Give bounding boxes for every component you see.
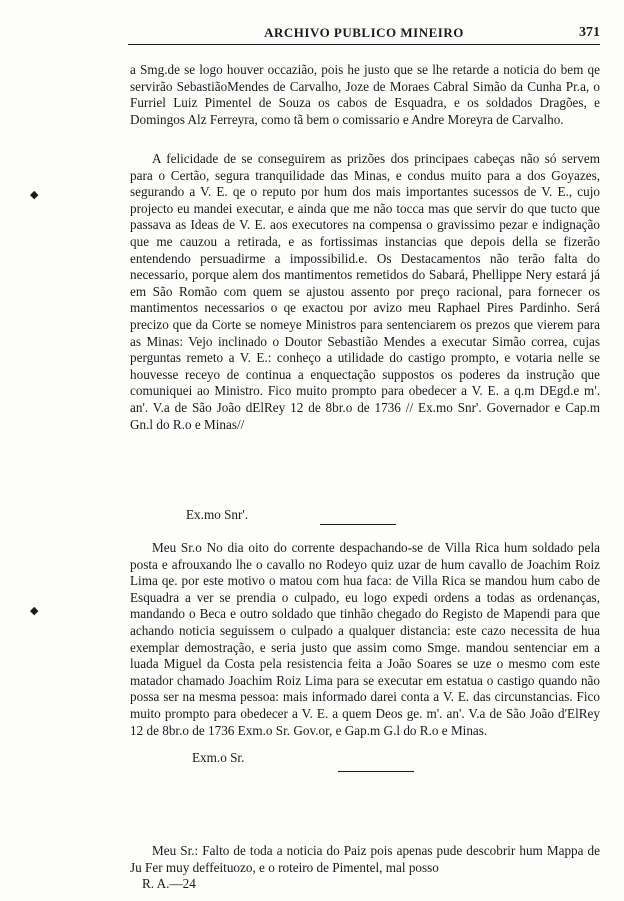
section-divider [320, 524, 396, 525]
letter-continuation [130, 62, 600, 128]
signature-mark: R. A.—24 [142, 876, 196, 891]
margin-mark: ◆ [30, 189, 39, 201]
header-title: ARCHIVO PUBLICO MINEIRO [264, 25, 464, 40]
running-header [128, 22, 600, 46]
letter-body [130, 843, 600, 876]
letter-body [130, 151, 600, 433]
salutation: Exm.o Sr. [192, 750, 245, 765]
paragraph: Meu Sr.: Falto de toda a noticia do Paiz pois apenas pude descobrir hum Mappa de Ju Fer muy deffeituozo, e o roteiro de Pimentel, mal posso [130, 843, 600, 875]
paragraph: a Smg.de se logo houver occazião, pois he justo que se lhe retarde a noticia do bem qe servirão SebastiãoMendes de Carvalho, Joze de Moraes Cabral Simão da Cunha Pr.a, o Furriel Luiz Pimentel de Souza os cabos de Esquadra, e os soldados Dragões, e Domingos Alz Ferreyra, como tã bem o comissario e Andre Moreyra de Carvalho. [130, 62, 600, 127]
paragraph: A felicidade de se conseguirem as prizões dos principaes cabeças não só servem para o Certão, segura tranquilidade das Minas, e condus muito para a dos Goyazes, segurando a V. E. qe o reputo por hum dos mais importantes sucessos de V. E., cujo projecto eu mandei executar, e ainda que me não tocca mas que servir do que tucto que passava as Ideas de V. E. aos executores na compensa o gravissimo pezar e indignação que me cauzou a retirada, e as fortissimas instancias que depois della se fizerão entendendo persuadirme a impossibilid.e. Os Destacamentos não terão falta do necessario, porque alem dos mantimentos remetidos do Sabará, Phellippe Nery estará já em São Romão com quem se ajustou assento por preço racional, para fornecer os mantimentos necessarios o qe exactou por avizo meu Raphael Pires Pardinho. Será precizo que da Corte se nomeye Ministros para sentenciarem os prezos que vierem para as Minas: Vejo inclinado o Doutor Sebastião Mendes a executar Simão correa, cujas perguntas remeto a V. E.: conheço a utilidade do castigo prompto, e votaria nelle se houvesse receyo de continua a enquectação suppostos os poderes da instrução que comuniquei ao Ministro. Fico muito prompto para obedecer a V. E. a q.m DEgd.e m'. an'. V.a de São João dElRey 12 de 8br.o de 1736 // Ex.mo Snr'. Governador e Cap.m Gn.l do R.o e Minas// [130, 151, 600, 432]
margin-mark: ◆ [30, 605, 39, 617]
salutation: Ex.mo Snr'. [186, 507, 249, 522]
page-number: 371 [579, 25, 600, 40]
section-divider [338, 771, 414, 772]
paragraph: Meu Sr.o No dia oito do corrente despachando-se de Villa Rica hum soldado pela posta e afrouxando lhe o cavallo no Rodeyo quiz uzar de hum cavallo de Joachim Roiz Lima qe. por este motivo o matou com hua faca: de Villa Rica se mandou hum cabo de Esquadra a ver se prendia o culpado, eu logo expedi ordens a todas as ordenanças, mandando o Beca e outro soldado que tinhão chegado do Registo de Mapendi para que achando noticia seguissem o culpado a qualquer distancia: este cazo necessita de hua exemplar demostração, e seria justo que assim como Smge. mandou sentenciar em a luada Miguel da Costa pela resistencia feita a João Soares se uze o mesmo com este matador chamado Joachim Roiz Lima para se executar em estatua o castigo quando não possa ser na mesma pessoa: mais informado darei conta a V. E. das circunstancias. Fico muito prompto para obedecer a V. E. a quem Deos ge. m'. an'. V.a de São João d'ElRey 12 de 8br.o de 1736 Exm.o Sr. Gov.or, e Gap.m G.l do R.o e Minas. [130, 540, 600, 738]
header-rule [128, 44, 600, 45]
letter-body [130, 540, 600, 739]
